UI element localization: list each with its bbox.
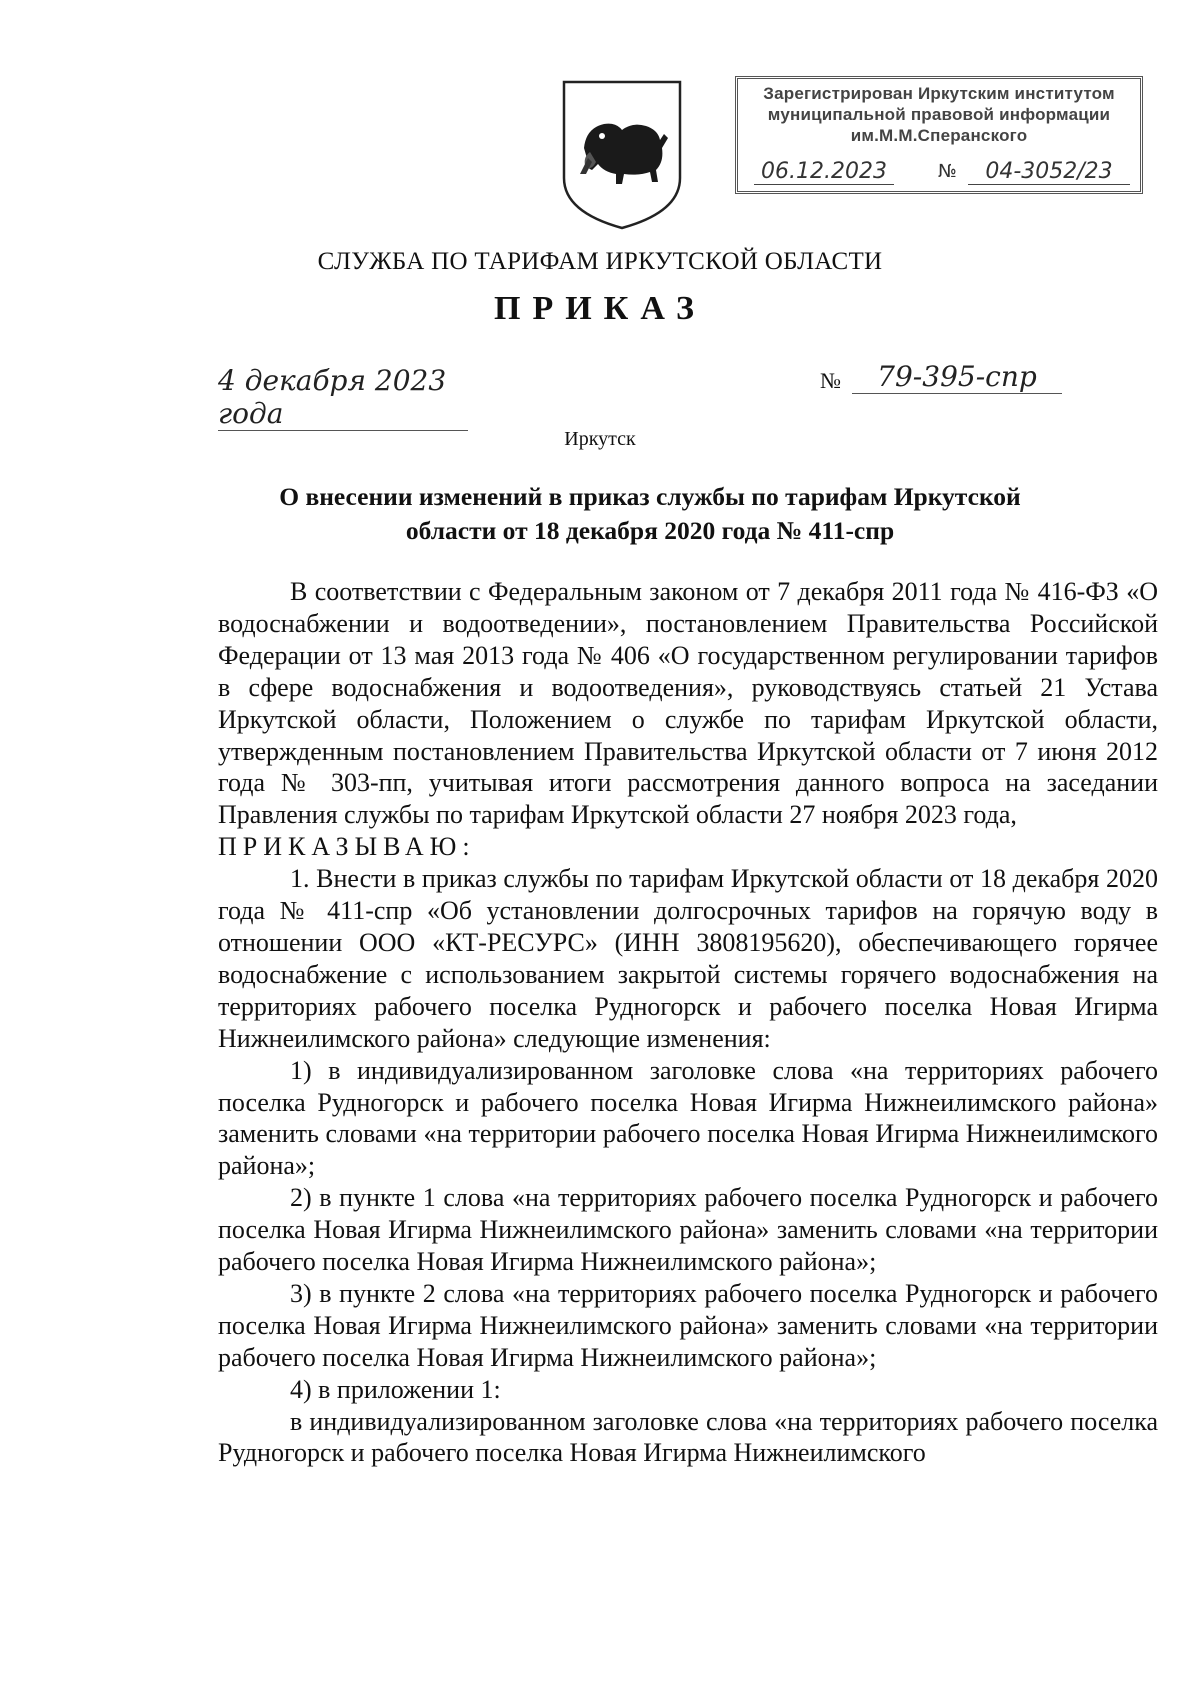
issuing-authority: СЛУЖБА ПО ТАРИФАМ ИРКУТСКОЙ ОБЛАСТИ: [317, 248, 883, 275]
document-type-heading: ПРИКАЗ: [494, 290, 706, 327]
place-of-issue: Иркутск: [564, 428, 636, 450]
stamp-line-1: Зарегистрирован Иркутским институтом: [763, 84, 1115, 103]
registration-stamp: [735, 76, 1143, 194]
coat-of-arms-icon: [560, 78, 684, 232]
stamp-number: 04-3052/23: [968, 159, 1130, 185]
handwritten-order-number: 79-395-спр: [852, 360, 1062, 394]
coat-of-arms-emblem: [560, 78, 684, 232]
stamp-registration-row: [750, 159, 1128, 187]
item-1-paragraph: 1. Внести в приказ службы по тарифам Иркутской области от 18 декабря 2020 года № 411-спр «Об установлении долгосрочных тарифов на горячую воду в отношении ООО «КТ-РЕСУРС» (ИНН 3808195620), обеспечивающего горячее водоснабжение с использованием закрытой системы горячего водоснабжения на территориях рабочего поселка Рудногорск и рабочего поселка Новая Игирма Нижнеилимского района» следующие изменения:: [218, 864, 1158, 1053]
subitem-2-paragraph: 2) в пункте 1 слова «на территориях рабочего поселка Рудногорск и рабочего поселка Новая Игирма Нижнеилимского района» заменить словами «на территории рабочего поселка Новая Игирма Нижнеилимского района»;: [218, 1183, 1158, 1277]
stamp-date: 06.12.2023: [754, 159, 894, 185]
document-body: [218, 576, 1158, 1469]
document-title: [210, 480, 1090, 548]
title-line-1: О внесении изменений в приказ службы по тарифам Иркутской: [279, 482, 1021, 511]
subitem-1-paragraph: 1) в индивидуализированном заголовке слова «на территориях рабочего поселка Рудногорск и рабочего поселка Новая Игирма Нижнеилимского района» заменить словами «на территории рабочего поселка Новая Игирма Нижнеилимского района»;: [218, 1055, 1158, 1181]
stamp-number-label: №: [938, 161, 957, 182]
order-number-label: №: [820, 368, 841, 393]
orders-keyword: ПРИКАЗЫВАЮ:: [218, 832, 476, 862]
subitem-3-paragraph: 3) в пункте 2 слова «на территориях рабочего поселка Рудногорск и рабочего поселка Новая Игирма Нижнеилимского района» заменить словами «на территории рабочего поселка Новая Игирма Нижнеилимского района»;: [218, 1278, 1158, 1372]
stamp-line-2: муниципальной правовой информации: [767, 105, 1111, 124]
handwritten-date: 4 декабря 2023 года: [218, 364, 468, 431]
subitem-4a-paragraph: в индивидуализированном заголовке слова «на территориях рабочего поселка Рудногорск и рабочего поселка Новая Игирма Нижнеилимского: [218, 1406, 1158, 1468]
preamble-paragraph: В соответствии с Федеральным законом от 7 декабря 2011 года № 416-ФЗ «О водоснабжении и водоотведении», постановлением Правительства Российской Федерации от 13 мая 2013 года № 406 «О государственном регулировании тарифов в сфере водоснабжения и водоотведения», руководствуясь статьей 21 Устава Иркутской области, Положением о службе по тарифам Иркутской области, утвержденным постановлением Правительства Иркутской области от 7 июня 2012 года № 303-пп, учитывая итоги рассмотрения данного вопроса на заседании Правления службы по тарифам Иркутской области 27 ноября 2023 года,: [218, 577, 1158, 830]
subitem-4-paragraph: 4) в приложении 1:: [290, 1374, 501, 1404]
stamp-line-3: им.М.М.Сперанского: [850, 126, 1028, 145]
title-line-2: области от 18 декабря 2020 года № 411-спр: [405, 516, 895, 545]
